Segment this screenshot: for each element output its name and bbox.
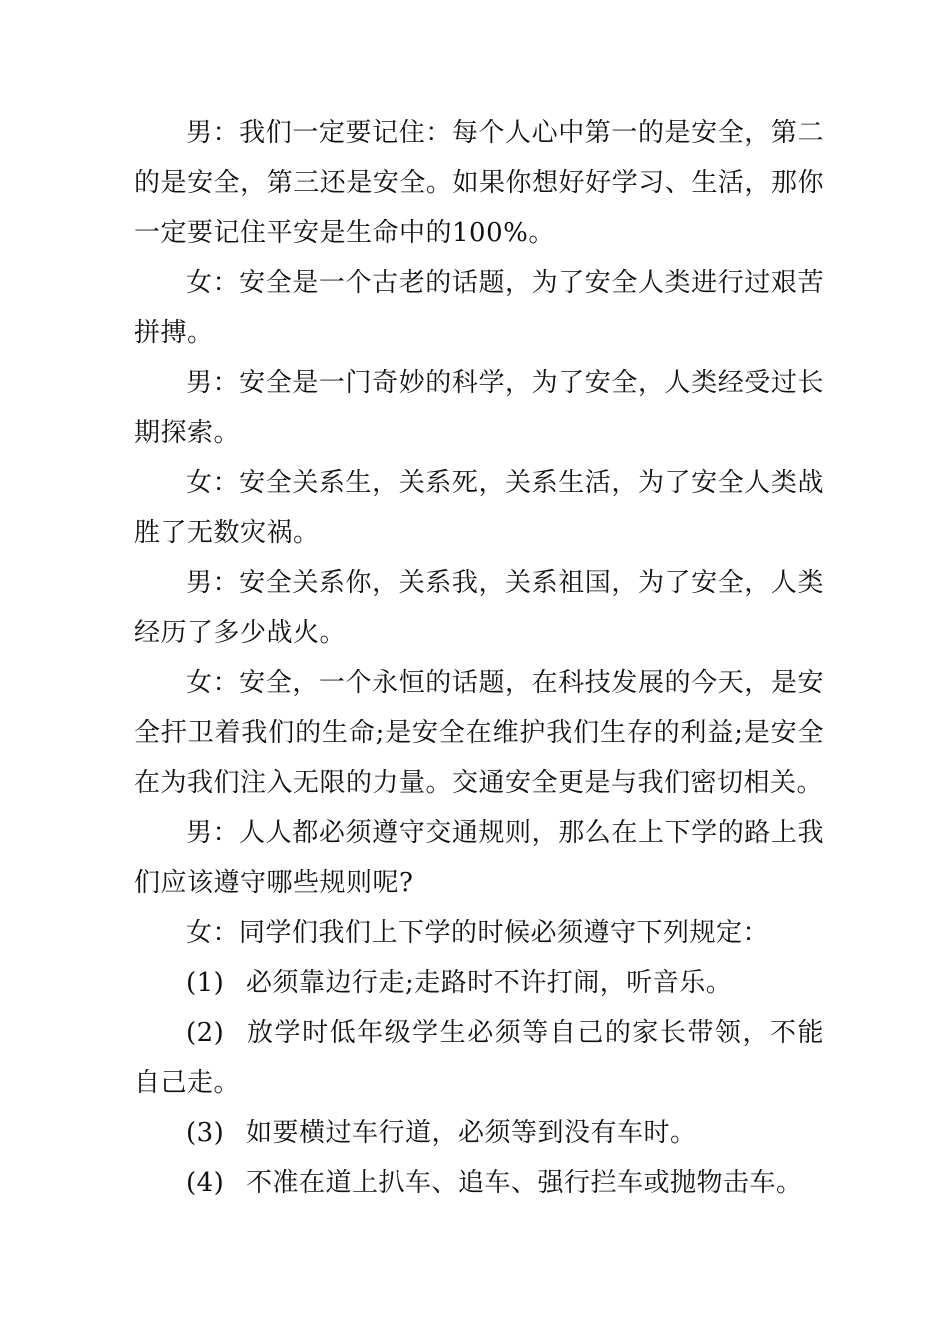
document-body: [134, 108, 824, 1208]
dialogue-paragraph: 男：人人都必须遵守交通规则，那么在上下学的路上我们应该遵守哪些规则呢?: [134, 818, 824, 898]
rule-item: [134, 958, 824, 1008]
dialogue-paragraph: 男：安全是一门奇妙的科学，为了安全，人类经受过长期探索。: [134, 368, 824, 448]
rule-number: (1): [186, 968, 225, 998]
rule-text: 放学时低年级学生必须等自己的家长带领，不能自己走。: [134, 1018, 824, 1098]
dialogue-paragraph: 女：安全，一个永恒的话题，在科技发展的今天，是安全扞卫着我们的生命;是安全在维护我们生存的利益;是安全在为我们注入无限的力量。交通安全更是与我们密切相关。: [134, 668, 824, 798]
rule-item: [134, 1108, 824, 1158]
rule-text: 必须靠边行走;走路时不许打闹，听音乐。: [246, 968, 733, 998]
dialogue-paragraph: 男：我们一定要记住：每个人心中第一的是安全，第二的是安全，第三还是安全。如果你想好好学习、生活，那你一定要记住平安是生命中的100%。: [134, 118, 824, 248]
dialogue-paragraph: 男：安全关系你，关系我，关系祖国，为了安全，人类经历了多少战火。: [134, 568, 824, 648]
dialogue-paragraph: 女：安全是一个古老的话题，为了安全人类进行过艰苦拼搏。: [134, 268, 824, 348]
rule-text: 如要横过车行道，必须等到没有车时。: [246, 1118, 697, 1148]
rule-text: 不准在道上扒车、追车、强行拦车或抛物击车。: [246, 1168, 803, 1198]
rule-item: [134, 1158, 824, 1208]
rule-number: (3): [186, 1118, 225, 1148]
dialogue-paragraph: 女：同学们我们上下学的时候必须遵守下列规定：: [186, 918, 770, 948]
rule-number: (2): [186, 1018, 225, 1048]
rule-number: (4): [186, 1168, 225, 1198]
rule-item: [134, 1008, 824, 1108]
dialogue-paragraph: 女：安全关系生，关系死，关系生活，为了安全人类战胜了无数灾祸。: [134, 468, 824, 548]
